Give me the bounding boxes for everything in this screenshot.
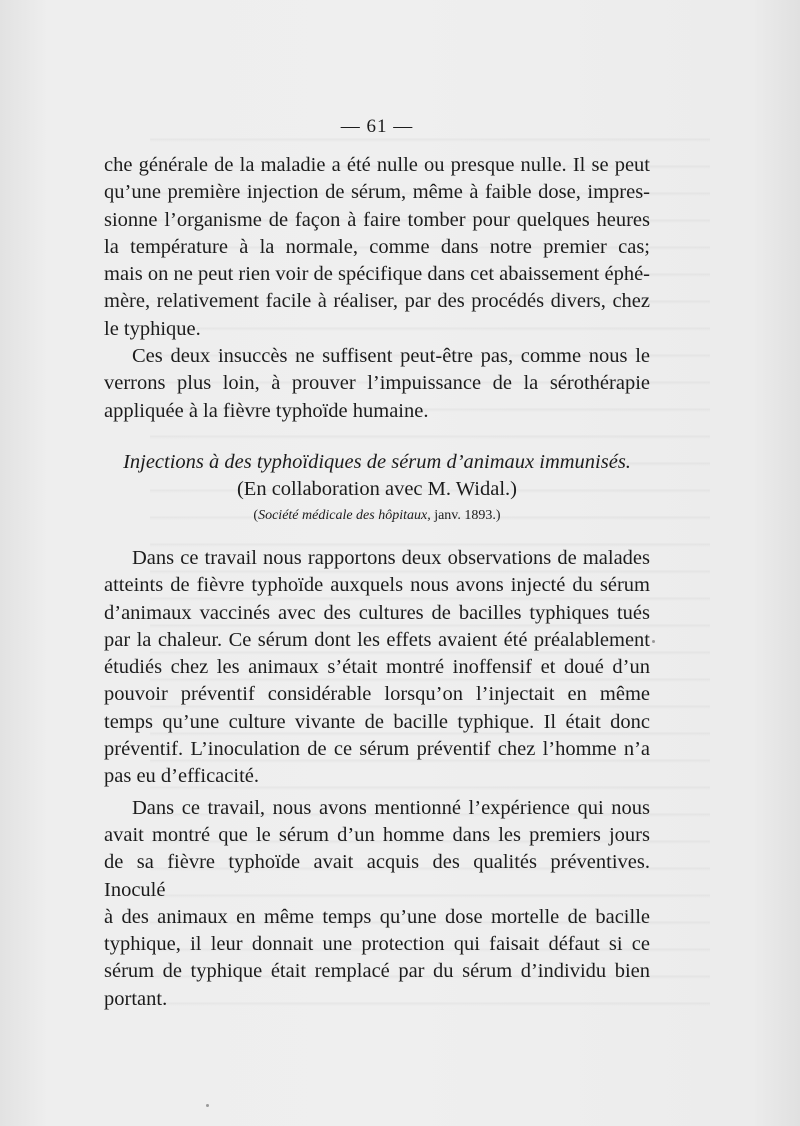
text-line: che générale de la maladie a été nulle ou presque nulle. Il se peut [104,154,650,176]
text-line: mais on ne peut rien voir de spécifique dans cet abaissement éphé- [104,263,650,286]
text-line: à des animaux en même temps qu’une dose mortelle de bacille [104,905,650,928]
text-line: verrons plus loin, à prouver l’impuissance de la sérothérapie [104,372,650,395]
text-line: d’animaux vaccinés avec des cultures de bacilles typhiques tués [104,601,650,624]
paper-speck [206,1104,209,1107]
paragraph-3 [104,545,650,791]
section-heading [104,449,650,527]
text-line: étudiés chez les animaux s’était montré inoffensif et doué d’un [104,656,650,679]
reference-date: janv. 1893.) [430,507,501,523]
text-line: avait montré que le sérum d’un homme dans les premiers jours [104,823,650,846]
paragraph-4 [104,795,650,1013]
page-text [104,112,650,1013]
text-line: sionne l’organisme de façon à faire tomber pour quelques heures [104,208,650,231]
text-line: Ces deux insuccès ne suffisent peut-être pas, comme nous le [132,345,650,368]
text-line: pas eu d’efficacité. [104,765,259,788]
text-line: par la chaleur. Ce sérum dont les effets avaient été préalablement [104,628,650,651]
paragraph-2 [104,343,650,425]
text-line: temps qu’une culture vivante de bacille typhique. Il était donc [104,710,650,733]
text-line: préventif. L’inoculation de ce sérum préventif chez l’homme n’a [104,738,650,761]
text-line: de sa fièvre typhoïde avait acquis des qualités préventives. Inoculé [104,851,650,901]
text-line: qu’une première injection de sérum, même à faible dose, impres- [104,181,650,204]
text-line: sérum de typhique était remplacé par du sérum d’individu bien [104,960,650,983]
page-number: — 61 — [340,116,414,137]
reference-source: Société médicale des hôpitaux, [258,507,431,523]
paper-speck [652,640,655,643]
text-line: Dans ce travail, nous avons mentionné l’expérience qui nous [132,796,650,819]
text-line: appliquée à la fièvre typhoïde humaine. [104,399,429,422]
text-line: la température à la normale, comme dans notre premier cas; [104,235,650,258]
collaboration-note: (En collaboration avec M. Widal.) [236,477,517,500]
publication-reference [104,505,650,527]
paragraph-1 [104,152,650,343]
section-title: Injections à des typhoïdiques de sérum d’animaux immunisés. [123,450,631,473]
text-line: portant. [104,987,168,1010]
text-line: mère, relativement facile à réaliser, par des procédés divers, chez [104,290,650,313]
text-line: Dans ce travail nous rapportons deux observations de malades [132,546,650,569]
text-line: le typhique. [104,317,201,340]
text-line: typhique, il leur donnait une protection qui faisait défaut si ce [104,933,650,956]
text-line: pouvoir préventif considérable lorsqu’on l’injectait en même [104,683,650,706]
text-line: atteints de fièvre typhoïde auxquels nous avons injecté du sérum [104,574,650,597]
reference-open: ( [253,507,259,523]
